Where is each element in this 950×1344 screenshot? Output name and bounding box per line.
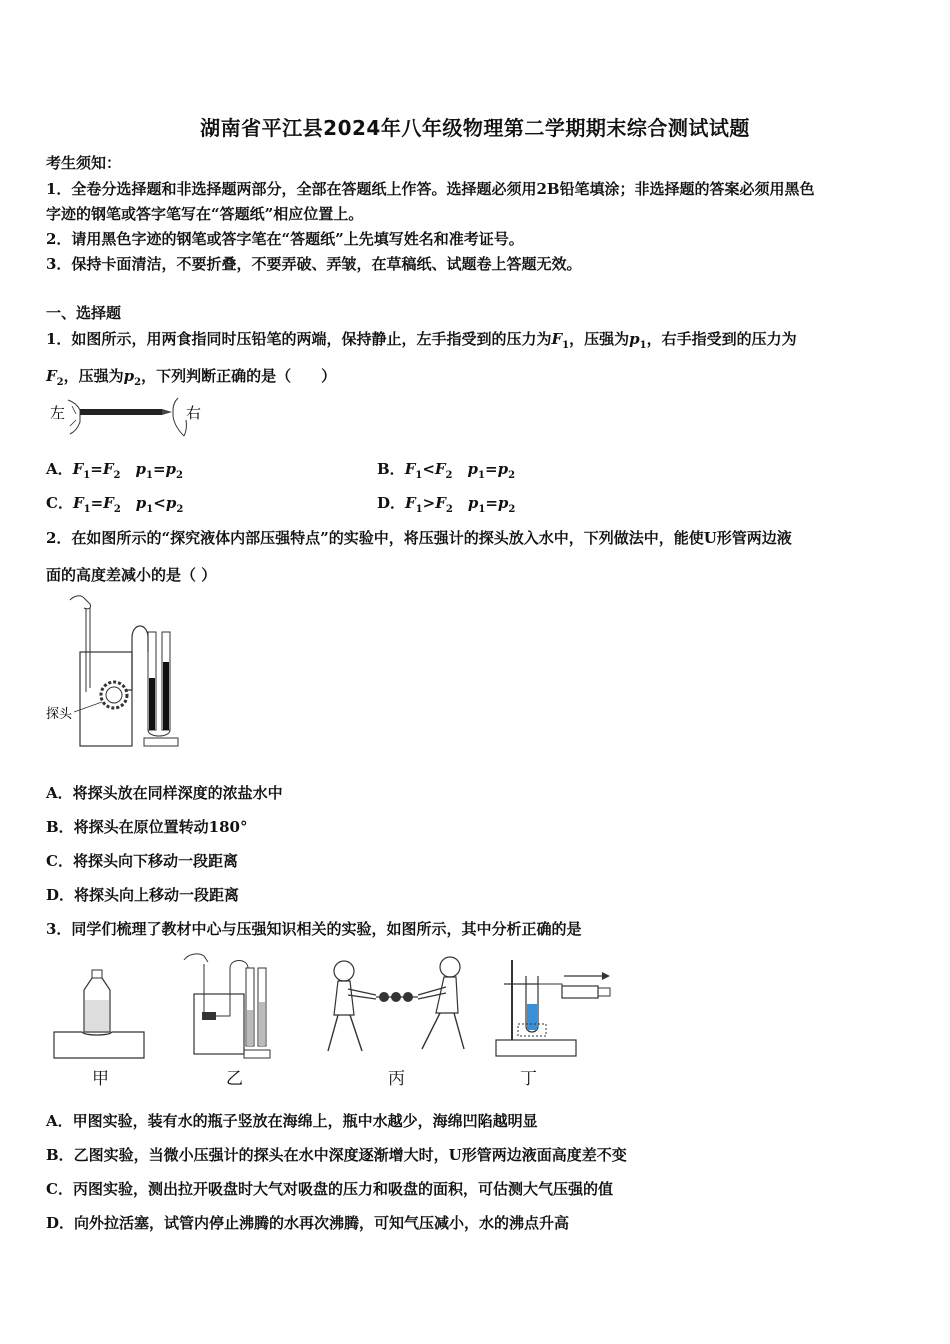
sub-2: 2	[508, 470, 516, 481]
var-F: F	[72, 460, 84, 478]
bottle-cap	[92, 970, 102, 978]
u-tube-bottom	[148, 730, 170, 736]
sub-2: 2	[176, 504, 184, 515]
connecting-tube	[538, 984, 562, 992]
pressure-gauge-small-figure	[176, 950, 276, 1065]
notice-line-2: 2．请用黑色字迹的钢笔或答字笔在“答题纸”上先填写姓名和准考证号。	[46, 230, 524, 248]
notice-line-1a: 1．全卷分选择题和非选择题两部分，全部在答题纸上作答。选择题必须用2B铅笔填涂；非选择题的答案必须用黑色	[46, 180, 815, 198]
fig-label-right: 右	[186, 404, 202, 422]
var-p: p	[467, 460, 479, 478]
boiling-syringe-figure	[492, 954, 617, 1062]
notice-line-1b: 字迹的钢笔或答字笔写在“答题纸”相应位置上。	[46, 205, 364, 223]
right-child-arms	[418, 987, 446, 999]
left-child-head	[334, 961, 354, 981]
q1-text: ，下列判断正确的是（ ）	[141, 367, 337, 385]
sub-1: 1	[562, 340, 570, 351]
sub-2: 2	[113, 504, 121, 515]
notice-line-3: 3．保持卡面清洁，不要折叠，不要弄破、弄皱，在草稿纸、试题卷上答题无效。	[46, 255, 582, 273]
probe-head-icon	[101, 682, 127, 708]
sub-1: 1	[478, 504, 486, 515]
var-F: F	[46, 367, 57, 385]
left-child-body	[334, 981, 354, 1015]
q1-stem-line-1	[46, 328, 797, 351]
probe-head-inner	[106, 687, 122, 703]
var-p: p	[467, 494, 479, 512]
left-finger-icon	[68, 400, 80, 434]
fig-label-left: 左	[50, 404, 66, 422]
q3-option-d[interactable]: D．向外拉活塞，试管内停止沸腾的水再次沸腾，可知气压减小，水的沸点升高	[46, 1214, 570, 1232]
q3-stem-line-1: 3．同学们梳理了教材中心与压强知识相关的实验，如图所示，其中分析正确的是	[46, 920, 582, 938]
sub-2: 2	[445, 470, 453, 481]
var-F: F	[404, 460, 416, 478]
syringe-barrel	[562, 986, 598, 998]
option-label: A．	[46, 460, 73, 478]
rubber-tube	[126, 626, 148, 690]
u-tube-base	[244, 1050, 270, 1058]
figure-caption-yi: 乙	[226, 1069, 243, 1089]
sub-1: 1	[415, 504, 423, 515]
sub-1: 1	[478, 470, 485, 481]
q1-stem-line-2	[46, 365, 336, 388]
test-tube-water	[527, 1004, 537, 1030]
q2-stem-line-1: 2．在如图所示的“探究液体内部压强特点”的实验中，将压强计的探头放入水中，下列做法中，能使U形管两边液	[46, 529, 792, 547]
option-label: D．	[377, 494, 406, 512]
q1-option-d[interactable]	[377, 492, 515, 515]
sub-2: 2	[445, 504, 453, 515]
water-beaker	[194, 994, 244, 1054]
q1-option-a[interactable]	[46, 458, 183, 481]
sub-2: 2	[56, 377, 64, 388]
q1-text: 1．如图所示，用两食指同时压铅笔的两端，保持静止，左手指受到的压力为	[46, 330, 552, 348]
suction-cup-pull-figure	[318, 955, 478, 1063]
pencil-tip	[162, 409, 172, 415]
probe-label: 探头	[46, 707, 73, 722]
liquid-right	[163, 662, 169, 730]
water-beaker	[80, 652, 132, 746]
pull-arrow-head	[602, 972, 610, 980]
sub-1: 1	[639, 340, 647, 351]
sub-2: 2	[176, 470, 183, 481]
var-F: F	[434, 460, 446, 478]
pressure-gauge-figure	[44, 592, 184, 752]
figure-caption-jia: 甲	[92, 1069, 109, 1089]
page-title: 湖南省平江县2024年八年级物理第二学期期末综合测试试题	[200, 116, 750, 140]
bottle-sponge-figure	[52, 964, 147, 1064]
sub-2: 2	[134, 377, 142, 388]
stand-base	[496, 1040, 576, 1056]
option-label: C．	[46, 494, 73, 512]
op: =	[484, 460, 498, 478]
q2-option-d[interactable]: D．将探头向上移动一段距离	[46, 886, 240, 904]
var-F: F	[72, 494, 84, 512]
liquid-left	[247, 1010, 253, 1046]
q1-text: ，压强为	[569, 330, 630, 348]
q1-option-b[interactable]	[377, 458, 515, 481]
q1-option-c[interactable]	[46, 492, 183, 515]
sub-1: 1	[145, 470, 153, 481]
pencil-body	[80, 409, 162, 415]
liquid-right	[259, 1002, 265, 1046]
hand-icon	[184, 954, 208, 962]
var-p: p	[123, 367, 135, 385]
left-finger-lines	[70, 406, 76, 426]
var-F: F	[103, 494, 114, 512]
liquid-left	[149, 678, 155, 730]
sub-1: 1	[415, 470, 423, 481]
figure-caption-ding: 丁	[520, 1069, 537, 1089]
var-p: p	[135, 460, 146, 478]
sub-1: 1	[83, 470, 91, 481]
u-tube-base	[144, 738, 178, 746]
var-p: p	[497, 460, 509, 478]
var-p: p	[497, 494, 509, 512]
var-p: p	[165, 494, 177, 512]
sub-1: 1	[83, 504, 91, 515]
q2-option-b[interactable]: B．将探头在原位置转动180°	[46, 818, 248, 836]
figure-caption-bing: 丙	[388, 1069, 405, 1089]
q1-text: ，右手指受到的压力为	[646, 330, 797, 348]
op: =	[90, 460, 103, 478]
option-label: B．	[377, 460, 405, 478]
sub-2: 2	[113, 470, 121, 481]
op: <	[422, 460, 435, 478]
left-child-legs	[328, 1015, 362, 1051]
bottle-water	[85, 1000, 109, 1031]
op: =	[90, 494, 104, 512]
q3-option-c[interactable]: C．丙图实验，测出拉开吸盘时大气对吸盘的压力和吸盘的面积，可估测大气压强的值	[46, 1180, 613, 1198]
var-p: p	[165, 460, 177, 478]
hand-icon	[70, 596, 91, 609]
q3-option-b[interactable]: B．乙图实验，当微小压强计的探头在水中深度逐渐增大时，U形管两边液面高度差不变	[46, 1146, 627, 1164]
var-F: F	[435, 494, 446, 512]
right-child-legs	[422, 1013, 464, 1049]
var-F: F	[102, 460, 114, 478]
sub-2: 2	[508, 504, 516, 515]
syringe-plunger	[598, 988, 610, 996]
sponge-icon	[54, 1032, 144, 1058]
rubber-tube	[216, 961, 248, 1017]
right-finger-icon	[173, 398, 186, 436]
right-child-head	[440, 957, 460, 977]
op: >	[422, 494, 436, 512]
q2-option-c[interactable]: C．将探头向下移动一段距离	[46, 852, 238, 870]
op: <	[153, 494, 166, 512]
sub-1: 1	[146, 504, 154, 515]
probe-head	[202, 1012, 216, 1020]
q3-option-a[interactable]: A．甲图实验，装有水的瓶子竖放在海绵上，瓶中水越少，海绵凹陷越明显	[46, 1112, 538, 1130]
q2-option-a[interactable]: A．将探头放在同样深度的浓盐水中	[46, 784, 283, 802]
pencil-figure	[46, 392, 211, 440]
q2-stem-line-2: 面的高度差减小的是（ ）	[46, 566, 217, 584]
var-F: F	[551, 330, 563, 348]
op: =	[485, 494, 498, 512]
op: =	[152, 460, 166, 478]
var-p: p	[629, 330, 640, 348]
var-p: p	[135, 494, 147, 512]
section-heading: 一、选择题	[46, 304, 122, 322]
label-pointer	[74, 702, 102, 712]
notice-heading: 考生须知：	[46, 154, 122, 172]
q1-text: ，压强为	[63, 367, 124, 385]
var-F: F	[405, 494, 416, 512]
